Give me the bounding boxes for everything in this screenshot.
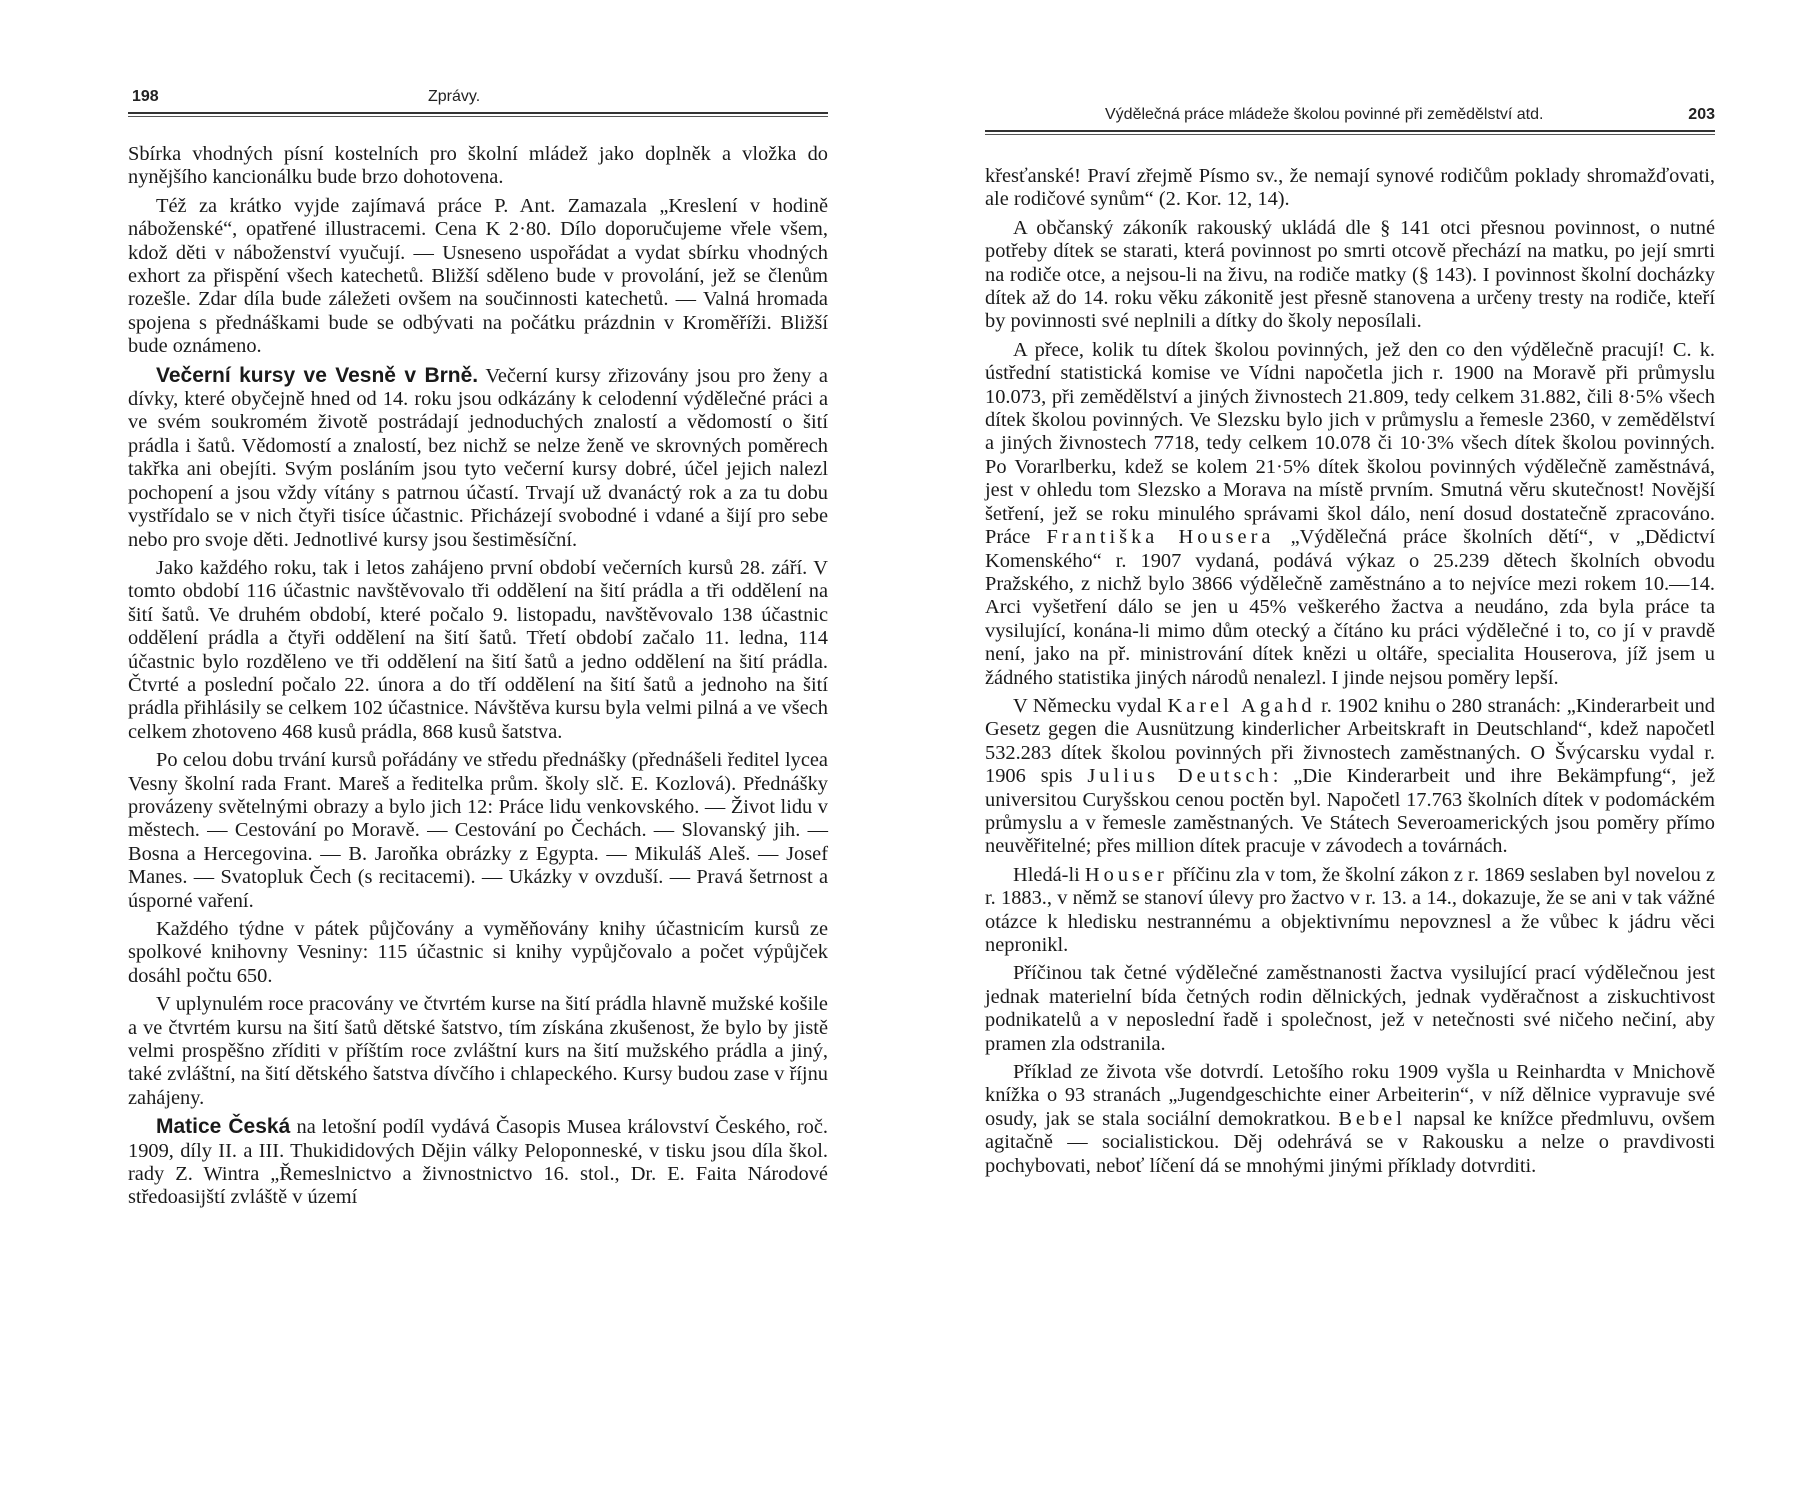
paragraph-text: V Německu vydal <box>1013 694 1168 717</box>
section-heading: Večerní kursy ve Vesně v Brně. <box>156 363 479 387</box>
paragraph: V uplynulém roce pracovány ve čtvrtém kurse na šití prádla hlavně mužské košile a ve čtvrtém kursu na šití šatů dětské šatstvo, tím získána zkušenost, že bylo by jistě velmi prospěšno zříditi v příštím roce zvláštní kurs na šití mužského prádla a jiný, také zvláštní, na šití dětského šatstva dívčího i chlapeckého. Kursy budou zase v říjnu zahájeny. <box>128 993 828 1109</box>
paragraph-text: Hledá-li <box>1013 863 1085 886</box>
author-name: Houser <box>1084 863 1168 886</box>
paragraph: Jako každého roku, tak i letos zahájeno první období večerních kursů 28. září. V tomto období 116 účastnic navštěvovalo tři oddělení na šití prádla a tři oddělení na šití šatů. Ve druhém období, které počalo 9. listopadu, navštěvovalo 138 účastnic oddělení prádla a čtyři oddělení na šití šatů. Třetí období začalo 11. ledna, 114 účastnic bylo rozděleno ve tři oddělení na šití šatů a jedno oddělení na šití prádla. Čtvrté a poslední počalo 22. února a do tří oddělení na šití šatů a jednoho na šití prádla přihlásily se celkem 102 účastnice. Návštěva kursu byla velmi pilná a ve všech celkem zhotoveno 468 kusů prádla, 868 kusů šatstva. <box>128 556 828 743</box>
paragraph <box>985 1061 1715 1178</box>
right-page-body <box>985 165 1715 1183</box>
paragraph-text: „Výdělečná práce školních dětí“, v „Dědictví Komenského“ r. 1907 vydaná, podává výkaz o 25.239 dětech školních obvodu Pražského, z nichž bylo 3866 výdělečně zaměstnáno a to nejvíce mezi rokem 10.—14. Arci vyšetření dálo se jen u 45% veškerého žactva a neudáno, zda byla práce ta vysilující, konána-li mimo dům otecký a čítáno ku práci výdělečné i to, co jí v pravdě není, jako na př. ministrování dítek knězi u oltáře, specialita Houserova, jíž jsem u žádného statistika jiných národů nenalezl. I jinde nejsou poměry lepší. <box>985 526 1715 689</box>
author-name: Františka Housera <box>1046 526 1275 549</box>
running-head: Výdělečná práce mládeže školou povinné při zemědělství atd. <box>1105 106 1544 123</box>
running-head: Zprávy. <box>428 88 481 105</box>
paragraph-text: příčinu zla v tom, že školní zákon z r. 1869 seslaben byl novelou z r. 1883., v němž se stanoví úlevy pro žactvo v r. 13. a 14., dokazuje, že se ani v tak vážné otázce k hledisku nestrannému a objektivnímu nepovznesl a že vůbec k jádru věci nepronikl. <box>985 863 1716 956</box>
paragraph <box>985 864 1715 958</box>
author-name: Karel Agahd <box>1167 694 1316 717</box>
page-number: 203 <box>1688 106 1715 123</box>
paragraph <box>985 339 1715 690</box>
paragraph <box>128 1115 828 1210</box>
header-rule <box>128 112 828 117</box>
left-page-body <box>128 143 828 1215</box>
paragraph-text: A přece, kolik tu dítek školou povinných, jež den co den výdělečně pracují! C. k. ústřední statistická komise ve Vídni napočetla jich r. 1900 na Moravě při průmyslu 10.073, při zemědělství a jiných živnostech 21.809, tedy celkem 31.882, čili 8·5% všech dítek školou povinných. Ve Slezsku bylo jich v průmyslu a řemesle 2360, v zemědělství a jiných živnostech 7718, tedy celkem 10.078 či 10·3% všech dítek školou povinných. Po Vorarlberku, kdež se kolem 21·5% dítek školou povinných výdělečně zaměstnává, jest v ohledu tom Slezsko a Morava na místě prvním. Smutná věru skutečnost! Novější šetření, jež se roku minulého správami škol dálo, není dosud dostatečně zpracováno. Práce <box>985 338 1715 549</box>
section-text: Večerní kursy zřizovány jsou pro ženy a dívky, které obyčejně hned od 14. roku jsou odkázány k celodenní výdělečné práci a ve svém soukromém životě postrádají jednoduchých znalostí a vědomostí o šití prádla i šatů. Vědomostí a znalostí, bez nichž se nelze ženě ve skrovných poměrech takřka ani obejíti. Svým posláním jsou tyto večerní kursy dobré, účel jejich nalezl pochopení a jsou vždy vítány s patrnou účastí. Trvají už dvanáctý rok a za tu dobu vystřídalo se v nich čtyři tisíce účastnic. Přicházejí svobodné i vdané a šijí pro sebe nebo pro svoje děti. Jednotlivé kursy jsou šestiměsíční. <box>128 364 828 551</box>
paragraph: Po celou dobu trvání kursů pořádány ve středu přednášky (přednášeli ředitel lycea Vesny školní rada Frant. Mareš a ředitelka prům. školy slč. E. Kozlová). Přednášky provázeny světelnými obrazy a bylo jich 12: Práce lidu venkovského. — Život lidu v městech. — Cestování po Moravě. — Cestování po Čechách. — Slovanský jih. — Bosna a Hercegovina. — B. Jaroňka obrázky z Egypta. — Mikuláš Aleš. — Josef Manes. — Svatopluk Čech (s recitacemi). — Ukázky v ovzduší. — Pravá šetrnost a úsporné vaření. <box>128 749 828 912</box>
left-page-header <box>128 88 828 118</box>
paragraph-text: Příklad ze života vše dotvrdí. Letošího roku 1909 vyšla u Reinhardta v Mnichově knížka o 93 stranách „Jugendgeschichte einer Arbeiterin“, v níž dělnice vypravuje své osudy, jak se stala sociální demokratkou. <box>985 1061 1715 1130</box>
section-text: na letošní podíl vydává Časopis Musea království Českého, roč. 1909, díly II. a III. Thukididových Dějin války Peloponneské, v tisku jsou díla škol. rady Z. Wintra „Řemeslnictvo a živnostnictvo 16. stol., Dr. E. Faita Národové středoasijští zvláště v území <box>128 1116 828 1209</box>
paragraph: Též za krátko vyjde zajímavá práce P. Ant. Zamazala „Kreslení v hodině náboženské“, opatřené illustracemi. Cena K 2·80. Dílo doporučujeme vřele všem, kdož děti v náboženství vyučují. — Usneseno uspořádat a vydat sbírku vhodných exhort za přispění všech katechetů. Bližší sděleno bude v provolání, jež se členům rozešle. Zdar díla bude záležeti ovšem na součinnosti katechetů. — Valná hromada spojena s přednáškami bude se odbývati na počátku prázdnin v Kroměříži. Bližší bude oznámeno. <box>128 194 828 358</box>
paragraph <box>985 695 1715 859</box>
paragraph-text: : „Die Kinderarbeit und ihre Bekämpfung“, jež universitou Curyšskou cenou poctěn byl. Napočetl 17.763 školních dítek v podomáckém průmyslu a v řemesle zaměstnaných. Ve Státech Severoamerických jsou poměry přímo neuvěřitelné; přes million dítek pracuje v závodech a továrnách. <box>985 765 1715 858</box>
paragraph: Sbírka vhodných písní kostelních pro školní mládež jako doplněk a vložka do nynějšího kancionálku bude brzo dohotovena. <box>128 143 828 189</box>
paragraph: křesťanské! Praví zřejmě Písmo sv., že nemají synové rodičům poklady shromažďovati, ale rodičové synům“ (2. Kor. 12, 14). <box>985 165 1715 211</box>
paragraph-text: r. 1902 knihu o 280 stranách: „Kinderarbeit und Gesetz gegen die Ausnützung kinderlicher Arbeitskraft in Deutschland“, kdež napočetl 532.283 dítek školou povinných při živnostech zaměstnaných. O Švýcarsku vydal r. 1906 spis <box>985 694 1715 788</box>
paragraph: A občanský zákoník rakouský ukládá dle § 141 otci přesnou povinnost, o nutné potřeby dítek se starati, která povinnost po smrti otcově přechází na matku, po její smrti na rodiče otce, a nejsou-li na živu, na rodiče matky (§ 143). I povinnost školní docházky dítek až do 14. roku věku zákonitě jest přesně stanovena a určeny tresty na rodiče, kteří by povinnosti své neplnili a dítky do školy neposílali. <box>985 216 1715 333</box>
right-page-header <box>985 106 1715 136</box>
author-name: Bebel <box>1338 1107 1406 1130</box>
paragraph <box>128 364 828 552</box>
page-number: 198 <box>132 88 159 105</box>
author-name: Julius Deutsch <box>1087 765 1273 788</box>
section-heading: Matice Česká <box>156 1115 291 1139</box>
header-rule <box>985 130 1715 135</box>
paragraph-text: napsal ke knížce předmluvu, ovšem agitačně — socialistickou. Děj odehrává se v Rakousku a nelze o pravdivosti pochybovati, neboť líčení dá se mnohými jinými příklady dotvrditi. <box>985 1107 1715 1177</box>
paragraph: Příčinou tak četné výdělečné zaměstnanosti žactva vysilující prací výdělečnou jest jednak materielní bída četných rodin dělnických, jednak vyděračnost a ziskuchtivost podnikatelů a v neposlední řadě i společnost, jež v netečnosti své ničeho nečiní, aby pramen zla odstranila. <box>985 962 1715 1055</box>
paragraph: Každého týdne v pátek půjčovány a vyměňovány knihy účastnicím kursů ze spolkové knihovny Vesniny: 115 účastnic si knihy vypůjčovalo a počet výpůjček dosáhl počtu 650. <box>128 918 828 987</box>
